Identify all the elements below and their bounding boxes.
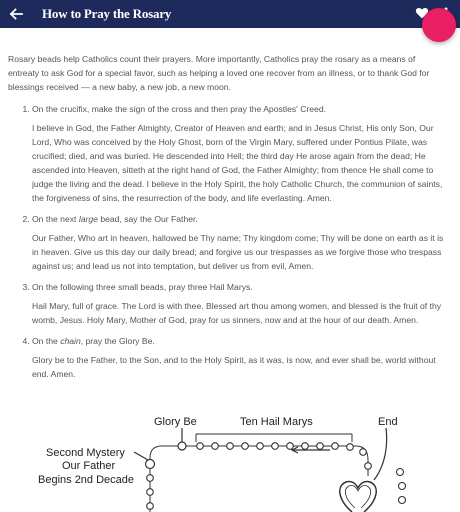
hail-mary-bead [365,463,372,470]
diagram-label-glory-be: Glory Be [154,416,197,428]
our-father-bead [146,460,155,469]
hail-mary-bead [212,443,219,450]
prayer-text: Our Father, Who art in heaven, hallowed be Thy name; Thy kingdom come; Thy will be done on earth as it is in heaven. Give us this day our daily bread; and forgive us our trespasses as we forgive those who trespass against us; and lead us not into temptation, but deliver us from evil, Amen. [32,233,444,271]
step-item [32,102,448,205]
prayer-text: Hail Mary, full of grace. The Lord is with thee. Blessed art thou among women, and blessed is the fruit of thy womb, Jesus. Holy Mary, Mother of God, pray for us sinners, now and at the hour of our death. Amen. [32,301,442,325]
prayer-text: I believe in God, the Father Almighty, Creator of Heaven and earth; and in Jesus Christ, His only Son, Our Lord, Who was conceived by the Holy Ghost, born of the Virgin Mary, suffered under Pontius Pilate, was crucified; died, and was buried. He descended into Hell; the third day He arose again from the dead; He ascended into Heaven, sitteth at the right hand of God, the Father Almighty; from thence He shall come to judge the living and the dead. I believe in the Holy Spirit, the holy Catholic Church, the communion of saints, the forgiveness of sins, the resurrection of the body, and life everlasting. Amen. [32,123,443,203]
intro-paragraph: Rosary beads help Catholics count their prayers. More importantly, Catholics pray the rosary as a means of entreaty to ask God for a special favor, such as helping a loved one recover from an illness, or to thank God for blessings received — a new baby, a new job, a new moon. [8,54,430,92]
direction-arrow [292,447,330,453]
page-title: How to Pray the Rosary [42,6,172,21]
hail-mary-bead [287,443,294,450]
hail-mary-bead [227,443,234,450]
hail-mary-bead [302,443,309,450]
diagram-label-end: End [378,416,398,428]
hail-mary-bead [347,444,354,451]
hail-mary-bead [242,443,249,450]
hail-mary-bead [197,443,204,450]
steps-list [8,102,448,381]
step-instruction: 3. On the following three small beads, pray three Hail Marys. [32,282,253,292]
diagram-label-ten-hail-marys: Ten Hail Marys [240,416,313,428]
diagram-label-begins-2nd-decade: Begins 2nd Decade [38,474,135,486]
rosary-chain [150,446,368,512]
end-bead [399,497,406,504]
step-instruction: 2. On the next large bead, say the Our Father. [32,214,198,224]
end-bead [397,469,404,476]
floating-action-button[interactable] [422,8,456,42]
step-instruction: 4. On the chain, pray the Glory Be. [32,336,155,346]
back-button[interactable] [6,4,26,24]
heart-medal [340,481,377,512]
article-body [8,52,448,388]
glory-be-bead [178,442,186,450]
app-bar [0,0,460,28]
step-item [32,212,448,273]
rosary-diagram [30,404,430,512]
decade-bead [147,503,154,510]
decade-bead [147,475,154,482]
decade-bead [147,489,154,496]
diagram-label-second-mystery: Second Mystery [46,447,125,459]
hail-mary-bead [360,449,367,456]
second-mystery-pointer [134,452,148,460]
prayer-text: Glory be to the Father, to the Son, and to the Holy Spirit, as it was, is now, and ever shall be, world without end. Amen. [32,355,436,379]
hail-mary-bead [272,443,279,450]
diagram-label-our-father: Our Father [62,460,116,472]
hail-mary-bead [317,443,324,450]
end-pointer [374,428,387,480]
step-instruction: 1. On the crucifix, make the sign of the cross and then pray the Apostles' Creed. [32,104,326,114]
step-item [32,334,448,381]
hail-mary-bead [257,443,264,450]
arrow-left-icon [9,7,23,21]
end-bead [399,483,406,490]
hail-mary-bead [332,443,339,450]
step-item [32,280,448,327]
